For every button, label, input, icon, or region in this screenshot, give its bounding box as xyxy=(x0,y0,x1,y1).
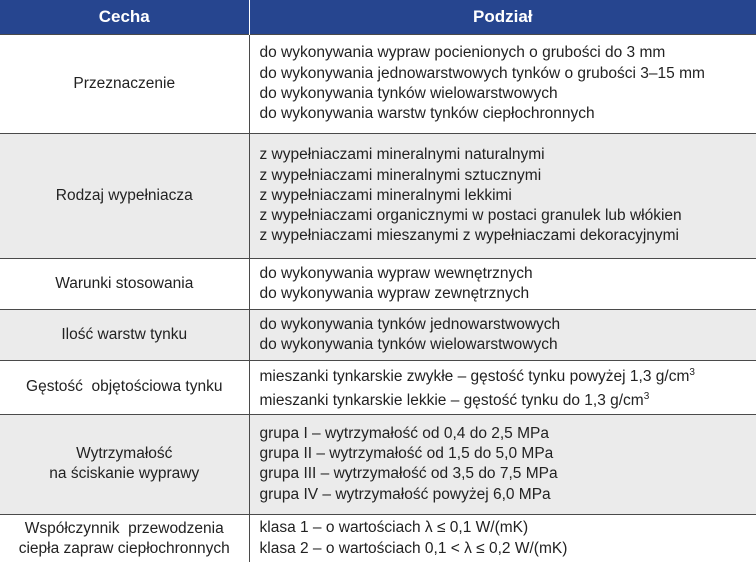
table-row xyxy=(0,310,756,361)
podzial-line: do wykonywania tynków jednowarstwowych xyxy=(260,315,756,335)
podzial-cell xyxy=(249,514,756,562)
table-row xyxy=(0,514,756,562)
podzial-text: mieszanki tynkarskie zwykłe – gęstość tynku powyżej 1,3 g/cm xyxy=(260,368,690,385)
podzial-line: do wykonywania wypraw pocienionych o grubości do 3 mm xyxy=(260,43,756,63)
cecha-text: Gęstość objętościowa tynku xyxy=(6,377,243,397)
podzial-line xyxy=(260,363,756,387)
cecha-text: ciepła zapraw ciepłochronnych xyxy=(6,539,243,559)
podzial-line: do wykonywania wypraw wewnętrznych xyxy=(260,264,756,284)
cecha-text: Warunki stosowania xyxy=(6,274,243,294)
cecha-text: Ilość warstw tynku xyxy=(6,325,243,345)
podzial-cell xyxy=(249,259,756,310)
podzial-line: z wypełniaczami mineralnymi sztucznymi xyxy=(260,166,756,186)
header-podzial: Podział xyxy=(249,0,756,35)
cecha-cell xyxy=(0,361,249,415)
superscript-3: 3 xyxy=(689,367,695,378)
podzial-line: z wypełniaczami organicznymi w postaci granulek lub włókien xyxy=(260,206,756,226)
podzial-cell xyxy=(249,414,756,514)
podzial-line: grupa I – wytrzymałość od 0,4 do 2,5 MPa xyxy=(260,424,756,444)
podzial-line: do wykonywania warstw tynków ciepłochronnych xyxy=(260,104,756,124)
podzial-line xyxy=(260,387,756,411)
table-row xyxy=(0,134,756,259)
podzial-line: klasa 1 – o wartościach λ ≤ 0,1 W/(mK) xyxy=(260,518,756,538)
podzial-cell xyxy=(249,35,756,134)
podzial-cell xyxy=(249,361,756,415)
podzial-line: do wykonywania jednowarstwowych tynków o grubości 3–15 mm xyxy=(260,64,756,84)
podzial-line: z wypełniaczami mieszanymi z wypełniaczami dekoracyjnymi xyxy=(260,226,756,246)
table-row xyxy=(0,259,756,310)
podzial-line: grupa IV – wytrzymałość powyżej 6,0 MPa xyxy=(260,485,756,505)
podzial-line: klasa 2 – o wartościach 0,1 < λ ≤ 0,2 W/(mK) xyxy=(260,539,756,559)
cecha-text: Wytrzymałość xyxy=(6,444,243,464)
podzial-text: mieszanki tynkarskie lekkie – gęstość tynku do 1,3 g/cm xyxy=(260,393,644,410)
table-row xyxy=(0,35,756,134)
cecha-cell xyxy=(0,514,249,562)
cecha-cell xyxy=(0,35,249,134)
podzial-line: z wypełniaczami mineralnymi lekkimi xyxy=(260,186,756,206)
cecha-text: Rodzaj wypełniacza xyxy=(6,186,243,206)
podzial-line: z wypełniaczami mineralnymi naturalnymi xyxy=(260,145,756,165)
podzial-line: grupa III – wytrzymałość od 3,5 do 7,5 MPa xyxy=(260,464,756,484)
podzial-line: do wykonywania tynków wielowarstwowych xyxy=(260,335,756,355)
cecha-text: Przeznaczenie xyxy=(6,74,243,94)
cecha-text: na ściskanie wyprawy xyxy=(6,464,243,484)
superscript-3: 3 xyxy=(644,391,650,402)
header-row xyxy=(0,0,756,35)
header-cecha: Cecha xyxy=(0,0,249,35)
podzial-line: do wykonywania tynków wielowarstwowych xyxy=(260,84,756,104)
cecha-cell xyxy=(0,414,249,514)
cecha-cell xyxy=(0,310,249,361)
table-row xyxy=(0,361,756,415)
cecha-cell xyxy=(0,134,249,259)
podzial-line: grupa II – wytrzymałość od 1,5 do 5,0 MPa xyxy=(260,444,756,464)
cecha-cell xyxy=(0,259,249,310)
cecha-text: Współczynnik przewodzenia xyxy=(6,519,243,539)
table-row xyxy=(0,414,756,514)
podzial-line: do wykonywania wypraw zewnętrznych xyxy=(260,284,756,304)
podzial-cell xyxy=(249,310,756,361)
podzial-cell xyxy=(249,134,756,259)
